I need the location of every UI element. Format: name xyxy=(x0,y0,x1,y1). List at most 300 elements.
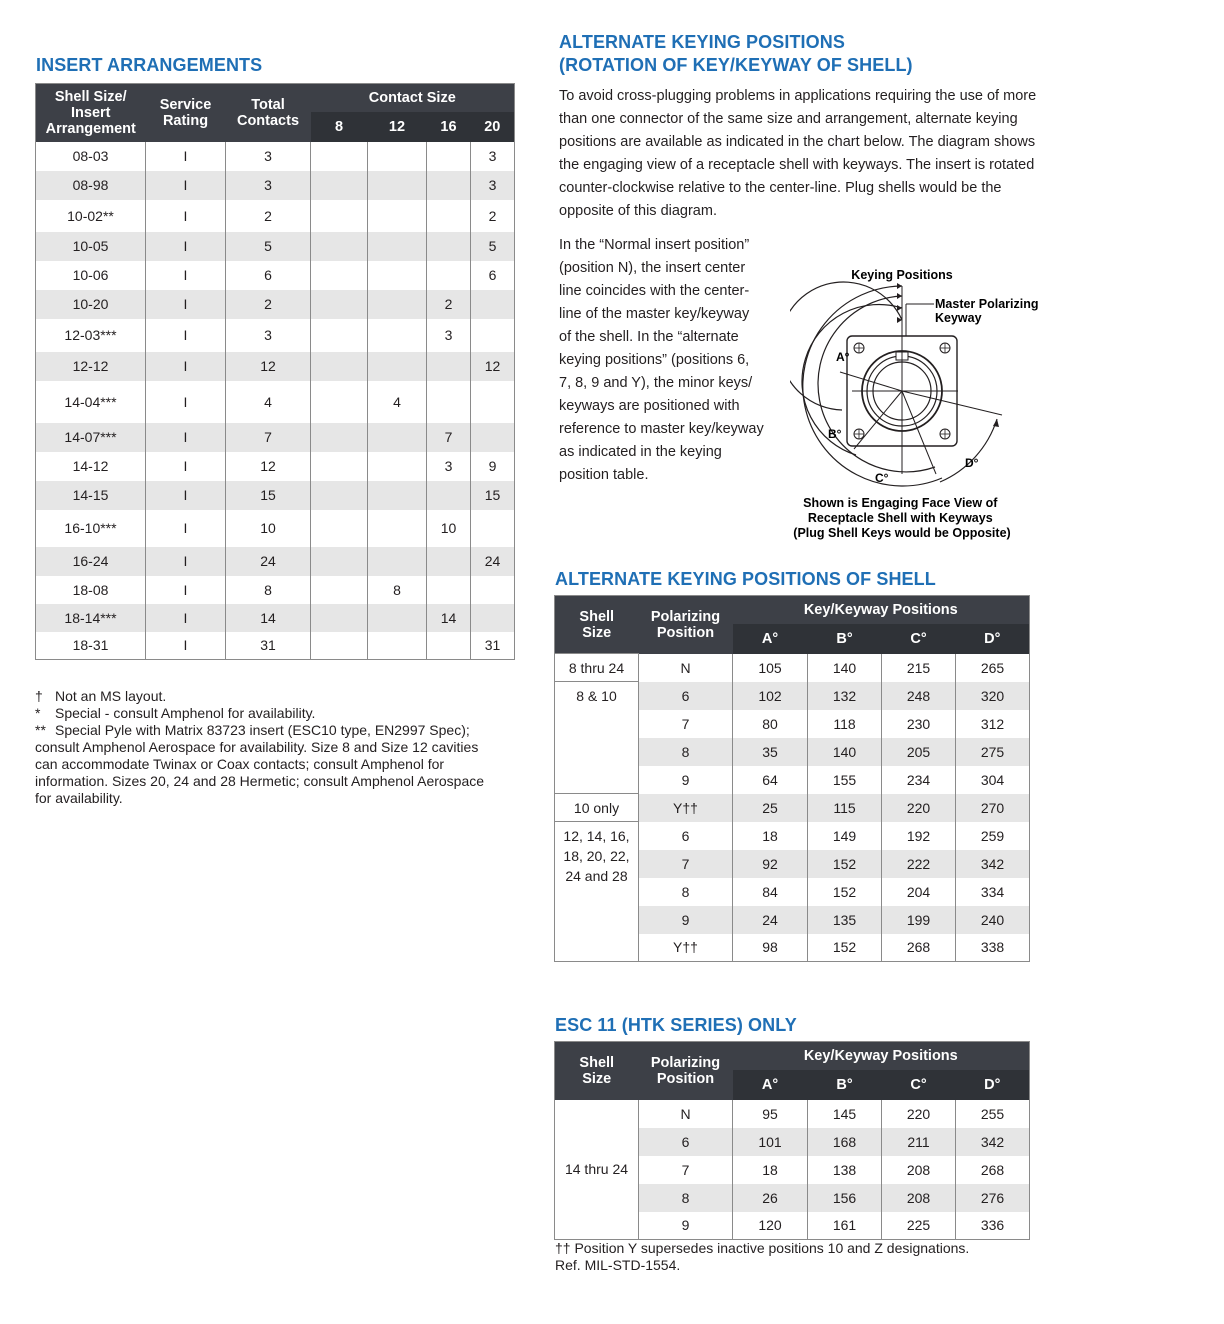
table-cell: 2 xyxy=(427,290,471,319)
table-cell: 3 xyxy=(471,142,515,171)
shell-keying-table xyxy=(554,595,1030,962)
table-cell xyxy=(311,423,368,452)
header-polarizing: Polarizing Position xyxy=(639,596,733,654)
table-cell xyxy=(368,200,427,232)
shell-size-group xyxy=(555,654,639,682)
table-cell: 155 xyxy=(808,766,882,794)
table-cell: I xyxy=(146,171,226,200)
table-cell xyxy=(427,261,471,290)
header-size-20: 20 xyxy=(471,112,515,142)
table-cell: I xyxy=(146,423,226,452)
paragraph-line: keying positions” (positions 6, xyxy=(559,352,750,368)
table-cell: I xyxy=(146,290,226,319)
table-row xyxy=(36,261,515,290)
shell-size-label: 18, 20, 22, xyxy=(563,848,630,864)
table-cell: Y†† xyxy=(639,934,733,962)
header-d: D° xyxy=(956,624,1030,654)
note-text: for availability. xyxy=(35,790,123,806)
table-cell: I xyxy=(146,481,226,510)
table-cell: 135 xyxy=(808,906,882,934)
table-cell xyxy=(427,481,471,510)
table-cell: 10-20 xyxy=(36,290,146,319)
esc-header-c: C° xyxy=(882,1070,956,1100)
note-text: information. Sizes 20, 24 and 28 Hermetic; consult Amphenol Aerospace xyxy=(35,773,485,789)
table-cell: 12-12 xyxy=(36,352,146,381)
shell-size-label: 10 only xyxy=(573,799,620,816)
note-line xyxy=(35,739,525,756)
table-cell xyxy=(471,381,515,423)
table-cell: 10 xyxy=(226,510,311,547)
paragraph-line: (position N), the insert center xyxy=(559,260,746,276)
note-text: Not an MS layout. xyxy=(55,688,167,704)
table-row xyxy=(555,1100,1030,1128)
header-size-12: 12 xyxy=(368,112,427,142)
table-cell: 149 xyxy=(808,822,882,850)
table-cell: 320 xyxy=(956,682,1030,710)
table-cell xyxy=(311,290,368,319)
table-cell xyxy=(311,381,368,423)
table-cell: 15 xyxy=(471,481,515,510)
esc-header-key-positions: Key/Keyway Positions xyxy=(733,1042,1030,1070)
esc-header-d: D° xyxy=(956,1070,1030,1100)
insert-arrangements-title: INSERT ARRANGEMENTS xyxy=(36,55,263,75)
normal-position-paragraph xyxy=(559,234,789,487)
table-cell: 3 xyxy=(226,319,311,352)
table-cell xyxy=(368,547,427,576)
shell-keying-title: ALTERNATE KEYING POSITIONS OF SHELL xyxy=(555,569,936,589)
note-text: can accommodate Twinax or Coax contacts; consult Amphenol for xyxy=(35,756,445,772)
table-cell: 24 xyxy=(226,547,311,576)
table-cell: 7 xyxy=(427,423,471,452)
table-cell: 14-12 xyxy=(36,452,146,481)
table-cell: 152 xyxy=(808,934,882,962)
table-row xyxy=(555,822,1030,850)
table-cell: I xyxy=(146,319,226,352)
table-cell: 342 xyxy=(956,850,1030,878)
table-cell: 145 xyxy=(808,1100,882,1128)
insert-arrangements-table xyxy=(35,83,515,660)
footnote-line: Ref. MIL-STD-1554. xyxy=(555,1257,681,1273)
header-shell: Shell Size xyxy=(555,596,639,654)
shell-size-group: 14 thru 24 xyxy=(555,1100,639,1240)
table-cell: I xyxy=(146,632,226,660)
table-cell: 220 xyxy=(882,794,956,822)
table-row xyxy=(36,142,515,171)
table-cell xyxy=(471,604,515,632)
table-cell: 10-02** xyxy=(36,200,146,232)
table-cell: 24 xyxy=(471,547,515,576)
table-cell xyxy=(471,423,515,452)
table-cell: 3 xyxy=(226,171,311,200)
table-row xyxy=(36,290,515,319)
table-cell xyxy=(311,576,368,604)
table-cell: 199 xyxy=(882,906,956,934)
table-cell: 6 xyxy=(639,1128,733,1156)
paragraph-line: keyways are positioned with xyxy=(559,398,740,414)
table-cell: 3 xyxy=(471,171,515,200)
table-cell: 12 xyxy=(226,452,311,481)
table-cell: I xyxy=(146,381,226,423)
table-row xyxy=(36,481,515,510)
table-cell xyxy=(311,481,368,510)
table-cell: 7 xyxy=(639,850,733,878)
table-cell xyxy=(368,290,427,319)
header-service-rating: Service Rating xyxy=(146,84,226,142)
table-cell xyxy=(311,232,368,261)
table-cell: 338 xyxy=(956,934,1030,962)
note-symbol: † xyxy=(35,688,43,704)
table-row xyxy=(36,604,515,632)
table-row xyxy=(36,452,515,481)
table-cell: 14 xyxy=(226,604,311,632)
table-cell: 152 xyxy=(808,850,882,878)
table-cell xyxy=(311,352,368,381)
table-cell: 156 xyxy=(808,1184,882,1212)
table-cell: 2 xyxy=(471,200,515,232)
paragraph-line: line of the master key/keyway xyxy=(559,306,750,322)
header-a: A° xyxy=(733,624,808,654)
table-row xyxy=(36,632,515,660)
table-cell: 8 xyxy=(639,738,733,766)
shell-size-label: 12, 14, 16, xyxy=(563,828,630,844)
table-cell: 6 xyxy=(226,261,311,290)
table-cell: 312 xyxy=(956,710,1030,738)
table-cell xyxy=(471,290,515,319)
table-cell: I xyxy=(146,547,226,576)
table-cell: 192 xyxy=(882,822,956,850)
table-cell xyxy=(471,319,515,352)
table-cell: 08-03 xyxy=(36,142,146,171)
table-cell: 84 xyxy=(733,878,808,906)
table-cell: 275 xyxy=(956,738,1030,766)
table-cell: I xyxy=(146,576,226,604)
table-cell: 342 xyxy=(956,1128,1030,1156)
label-d: D° xyxy=(965,456,979,470)
table-row xyxy=(555,682,1030,710)
table-cell: I xyxy=(146,261,226,290)
table-cell: 222 xyxy=(882,850,956,878)
table-cell xyxy=(368,481,427,510)
table-cell xyxy=(311,452,368,481)
table-cell: 234 xyxy=(882,766,956,794)
table-cell: 9 xyxy=(639,1212,733,1240)
label-c: C° xyxy=(875,471,889,485)
esc-header-polarizing: Polarizing Position xyxy=(639,1042,733,1100)
table-cell: 14-15 xyxy=(36,481,146,510)
table-cell xyxy=(311,547,368,576)
table-cell: 259 xyxy=(956,822,1030,850)
table-cell: I xyxy=(146,352,226,381)
table-cell xyxy=(427,547,471,576)
table-cell: 7 xyxy=(639,710,733,738)
table-cell: I xyxy=(146,232,226,261)
table-cell: 265 xyxy=(956,654,1030,682)
keying-positions-label: Keying Positions xyxy=(851,268,953,282)
paragraph-line: than one connector of the same size and arrangement, alternate keying xyxy=(559,111,1018,127)
table-cell: 12 xyxy=(471,352,515,381)
table-cell: 304 xyxy=(956,766,1030,794)
table-cell: 161 xyxy=(808,1212,882,1240)
table-cell xyxy=(427,352,471,381)
table-cell xyxy=(368,171,427,200)
table-cell: 18-31 xyxy=(36,632,146,660)
paragraph-line: In the “Normal insert position” xyxy=(559,237,750,253)
table-cell: 16-10*** xyxy=(36,510,146,547)
table-cell xyxy=(427,171,471,200)
table-cell: 14-04*** xyxy=(36,381,146,423)
table-cell: 35 xyxy=(733,738,808,766)
table-cell: 6 xyxy=(639,682,733,710)
paragraph-line: opposite of this diagram. xyxy=(559,203,717,219)
note-line xyxy=(35,790,525,807)
table-cell: 24 xyxy=(733,906,808,934)
table-cell: 140 xyxy=(808,654,882,682)
table-row xyxy=(36,232,515,261)
header-shell-size: Shell Size/ Insert Arrangement xyxy=(36,84,146,142)
table-cell: 25 xyxy=(733,794,808,822)
table-cell: 16-24 xyxy=(36,547,146,576)
table-cell: 95 xyxy=(733,1100,808,1128)
shell-size-group xyxy=(555,822,639,962)
table-cell: 10 xyxy=(427,510,471,547)
table-cell xyxy=(427,576,471,604)
note-text: Special - consult Amphenol for availability. xyxy=(55,705,316,721)
table-cell xyxy=(311,632,368,660)
table-cell: 12-03*** xyxy=(36,319,146,352)
table-cell: 12 xyxy=(226,352,311,381)
table-row xyxy=(36,547,515,576)
table-cell: 334 xyxy=(956,878,1030,906)
shell-size-group xyxy=(555,682,639,794)
table-cell xyxy=(427,142,471,171)
table-cell xyxy=(311,261,368,290)
esc-header-b: B° xyxy=(808,1070,882,1100)
table-cell: 5 xyxy=(471,232,515,261)
table-cell xyxy=(368,452,427,481)
table-row xyxy=(555,794,1030,822)
paragraph-line: the engaging view of a receptacle shell with keyways. The insert is rotated xyxy=(559,157,1035,173)
table-cell: 230 xyxy=(882,710,956,738)
table-cell: 132 xyxy=(808,682,882,710)
paragraph-line: of the shell. In the “alternate xyxy=(559,329,739,345)
note-line xyxy=(35,756,525,773)
esc11-table xyxy=(554,1041,1030,1240)
table-cell: 220 xyxy=(882,1100,956,1128)
table-cell: 138 xyxy=(808,1156,882,1184)
table-cell: N xyxy=(639,654,733,682)
table-cell xyxy=(427,381,471,423)
table-cell: 6 xyxy=(471,261,515,290)
table-cell: 120 xyxy=(733,1212,808,1240)
note-line xyxy=(35,722,525,739)
table-cell: 9 xyxy=(639,766,733,794)
table-cell: 92 xyxy=(733,850,808,878)
paragraph-line: as indicated in the keying xyxy=(559,444,722,460)
table-cell: 248 xyxy=(882,682,956,710)
table-cell: 14 xyxy=(427,604,471,632)
shell-size-group xyxy=(555,794,639,822)
table-cell: 208 xyxy=(882,1184,956,1212)
header-total-contacts: Total Contacts xyxy=(226,84,311,142)
table-cell: 2 xyxy=(226,290,311,319)
table-row xyxy=(36,352,515,381)
paragraph-line: counter-clockwise relative to the center-line. Plug shells would be the xyxy=(559,180,1002,196)
table-row xyxy=(36,576,515,604)
table-cell: I xyxy=(146,604,226,632)
table-cell: 80 xyxy=(733,710,808,738)
table-cell xyxy=(311,200,368,232)
table-cell: 3 xyxy=(226,142,311,171)
table-cell xyxy=(311,171,368,200)
table-cell xyxy=(368,232,427,261)
table-cell xyxy=(368,632,427,660)
table-cell: 211 xyxy=(882,1128,956,1156)
table-cell: 10-05 xyxy=(36,232,146,261)
note-line xyxy=(35,705,525,722)
table-cell: 18-08 xyxy=(36,576,146,604)
table-cell: 205 xyxy=(882,738,956,766)
table-cell: 9 xyxy=(639,906,733,934)
table-cell: 4 xyxy=(226,381,311,423)
table-cell: 225 xyxy=(882,1212,956,1240)
table-cell: I xyxy=(146,142,226,171)
paragraph-line: positions are available as indicated in the chart below. The diagram shows xyxy=(559,134,1036,150)
table-cell: 215 xyxy=(882,654,956,682)
table-cell: 3 xyxy=(427,319,471,352)
table-cell xyxy=(311,319,368,352)
table-cell: 7 xyxy=(639,1156,733,1184)
table-cell xyxy=(368,604,427,632)
table-cell: 18 xyxy=(733,1156,808,1184)
table-cell: 105 xyxy=(733,654,808,682)
table-row xyxy=(555,654,1030,682)
table-cell: 140 xyxy=(808,738,882,766)
table-cell xyxy=(311,510,368,547)
header-contact-size: Contact Size xyxy=(311,84,515,112)
esc-header-a: A° xyxy=(733,1070,808,1100)
shell-size-label: 24 and 28 xyxy=(565,868,628,884)
table-cell: 64 xyxy=(733,766,808,794)
table-cell: 115 xyxy=(808,794,882,822)
table-cell: I xyxy=(146,200,226,232)
table-cell: 7 xyxy=(226,423,311,452)
table-cell: 240 xyxy=(956,906,1030,934)
table-cell: 18 xyxy=(733,822,808,850)
esc11-footnote xyxy=(555,1240,1075,1274)
table-cell: 8 xyxy=(368,576,427,604)
table-cell xyxy=(427,232,471,261)
shell-size-label: 8 thru 24 xyxy=(568,659,625,676)
table-row xyxy=(36,171,515,200)
note-line xyxy=(35,773,525,790)
paragraph-line: To avoid cross-plugging problems in applications requiring the use of more xyxy=(559,88,1037,104)
note-line xyxy=(35,688,525,705)
table-cell xyxy=(368,352,427,381)
table-cell xyxy=(368,142,427,171)
note-text: consult Amphenol Aerospace for availability. Size 8 and Size 12 cavities xyxy=(35,739,479,755)
table-cell xyxy=(368,319,427,352)
table-cell: 8 xyxy=(226,576,311,604)
note-symbol: ** xyxy=(35,722,46,738)
paragraph-line: position table. xyxy=(559,467,649,483)
table-cell: I xyxy=(146,452,226,481)
table-cell: 101 xyxy=(733,1128,808,1156)
table-row xyxy=(36,319,515,352)
shell-size-label: 8 & 10 xyxy=(576,688,617,704)
header-size-16: 16 xyxy=(427,112,471,142)
table-cell: 18-14*** xyxy=(36,604,146,632)
note-symbol: * xyxy=(35,705,41,721)
table-cell xyxy=(471,510,515,547)
table-cell: 14-07*** xyxy=(36,423,146,452)
table-cell: 31 xyxy=(226,632,311,660)
header-key-positions: Key/Keyway Positions xyxy=(733,596,1030,624)
table-cell: 15 xyxy=(226,481,311,510)
header-b: B° xyxy=(808,624,882,654)
table-cell xyxy=(311,604,368,632)
table-cell xyxy=(368,261,427,290)
table-cell xyxy=(427,632,471,660)
table-cell: 98 xyxy=(733,934,808,962)
paragraph-line: line coincides with the center- xyxy=(559,283,750,299)
table-cell: I xyxy=(146,510,226,547)
table-row xyxy=(36,423,515,452)
table-cell: 9 xyxy=(471,452,515,481)
table-cell: 255 xyxy=(956,1100,1030,1128)
table-row xyxy=(36,200,515,232)
table-cell: 8 xyxy=(639,878,733,906)
table-cell xyxy=(368,510,427,547)
table-cell: 31 xyxy=(471,632,515,660)
table-cell: 270 xyxy=(956,794,1030,822)
table-cell xyxy=(471,576,515,604)
table-cell: N xyxy=(639,1100,733,1128)
table-cell: 10-06 xyxy=(36,261,146,290)
header-c: C° xyxy=(882,624,956,654)
table-row xyxy=(36,381,515,423)
paragraph-line: 7, 8, 9 and Y), the minor keys/ xyxy=(559,375,753,391)
note-text: Special Pyle with Matrix 83723 insert (ESC10 type, EN2997 Spec); xyxy=(55,722,470,738)
table-cell: 268 xyxy=(882,934,956,962)
table-cell xyxy=(311,142,368,171)
table-cell: 6 xyxy=(639,822,733,850)
table-cell: 168 xyxy=(808,1128,882,1156)
intro-paragraph xyxy=(559,85,1079,223)
alternate-keying-title: ALTERNATE KEYING POSITIONS (ROTATION OF KEY/KEYWAY OF SHELL) xyxy=(559,32,913,75)
label-a: A° xyxy=(836,350,850,364)
table-cell: 152 xyxy=(808,878,882,906)
paragraph-line: reference to master key/keyway xyxy=(559,421,764,437)
table-cell: 2 xyxy=(226,200,311,232)
table-cell: 118 xyxy=(808,710,882,738)
table-cell: 336 xyxy=(956,1212,1030,1240)
esc11-title: ESC 11 (HTK SERIES) ONLY xyxy=(555,1015,797,1035)
table-cell: 268 xyxy=(956,1156,1030,1184)
table-cell: 276 xyxy=(956,1184,1030,1212)
master-keyway-label: Master Polarizing Keyway xyxy=(935,297,1039,325)
table-cell: 3 xyxy=(427,452,471,481)
table-cell: Y†† xyxy=(639,794,733,822)
table-cell: 102 xyxy=(733,682,808,710)
esc-header-shell: Shell Size xyxy=(555,1042,639,1100)
diagram-caption: Shown is Engaging Face View of Receptacle Shell with Keyways (Plug Shell Keys would be Opposite) xyxy=(793,496,1011,540)
table-row xyxy=(36,510,515,547)
table-cell: 8 xyxy=(639,1184,733,1212)
header-size-8: 8 xyxy=(311,112,368,142)
table-cell xyxy=(368,423,427,452)
table-cell: 5 xyxy=(226,232,311,261)
table-cell xyxy=(427,200,471,232)
